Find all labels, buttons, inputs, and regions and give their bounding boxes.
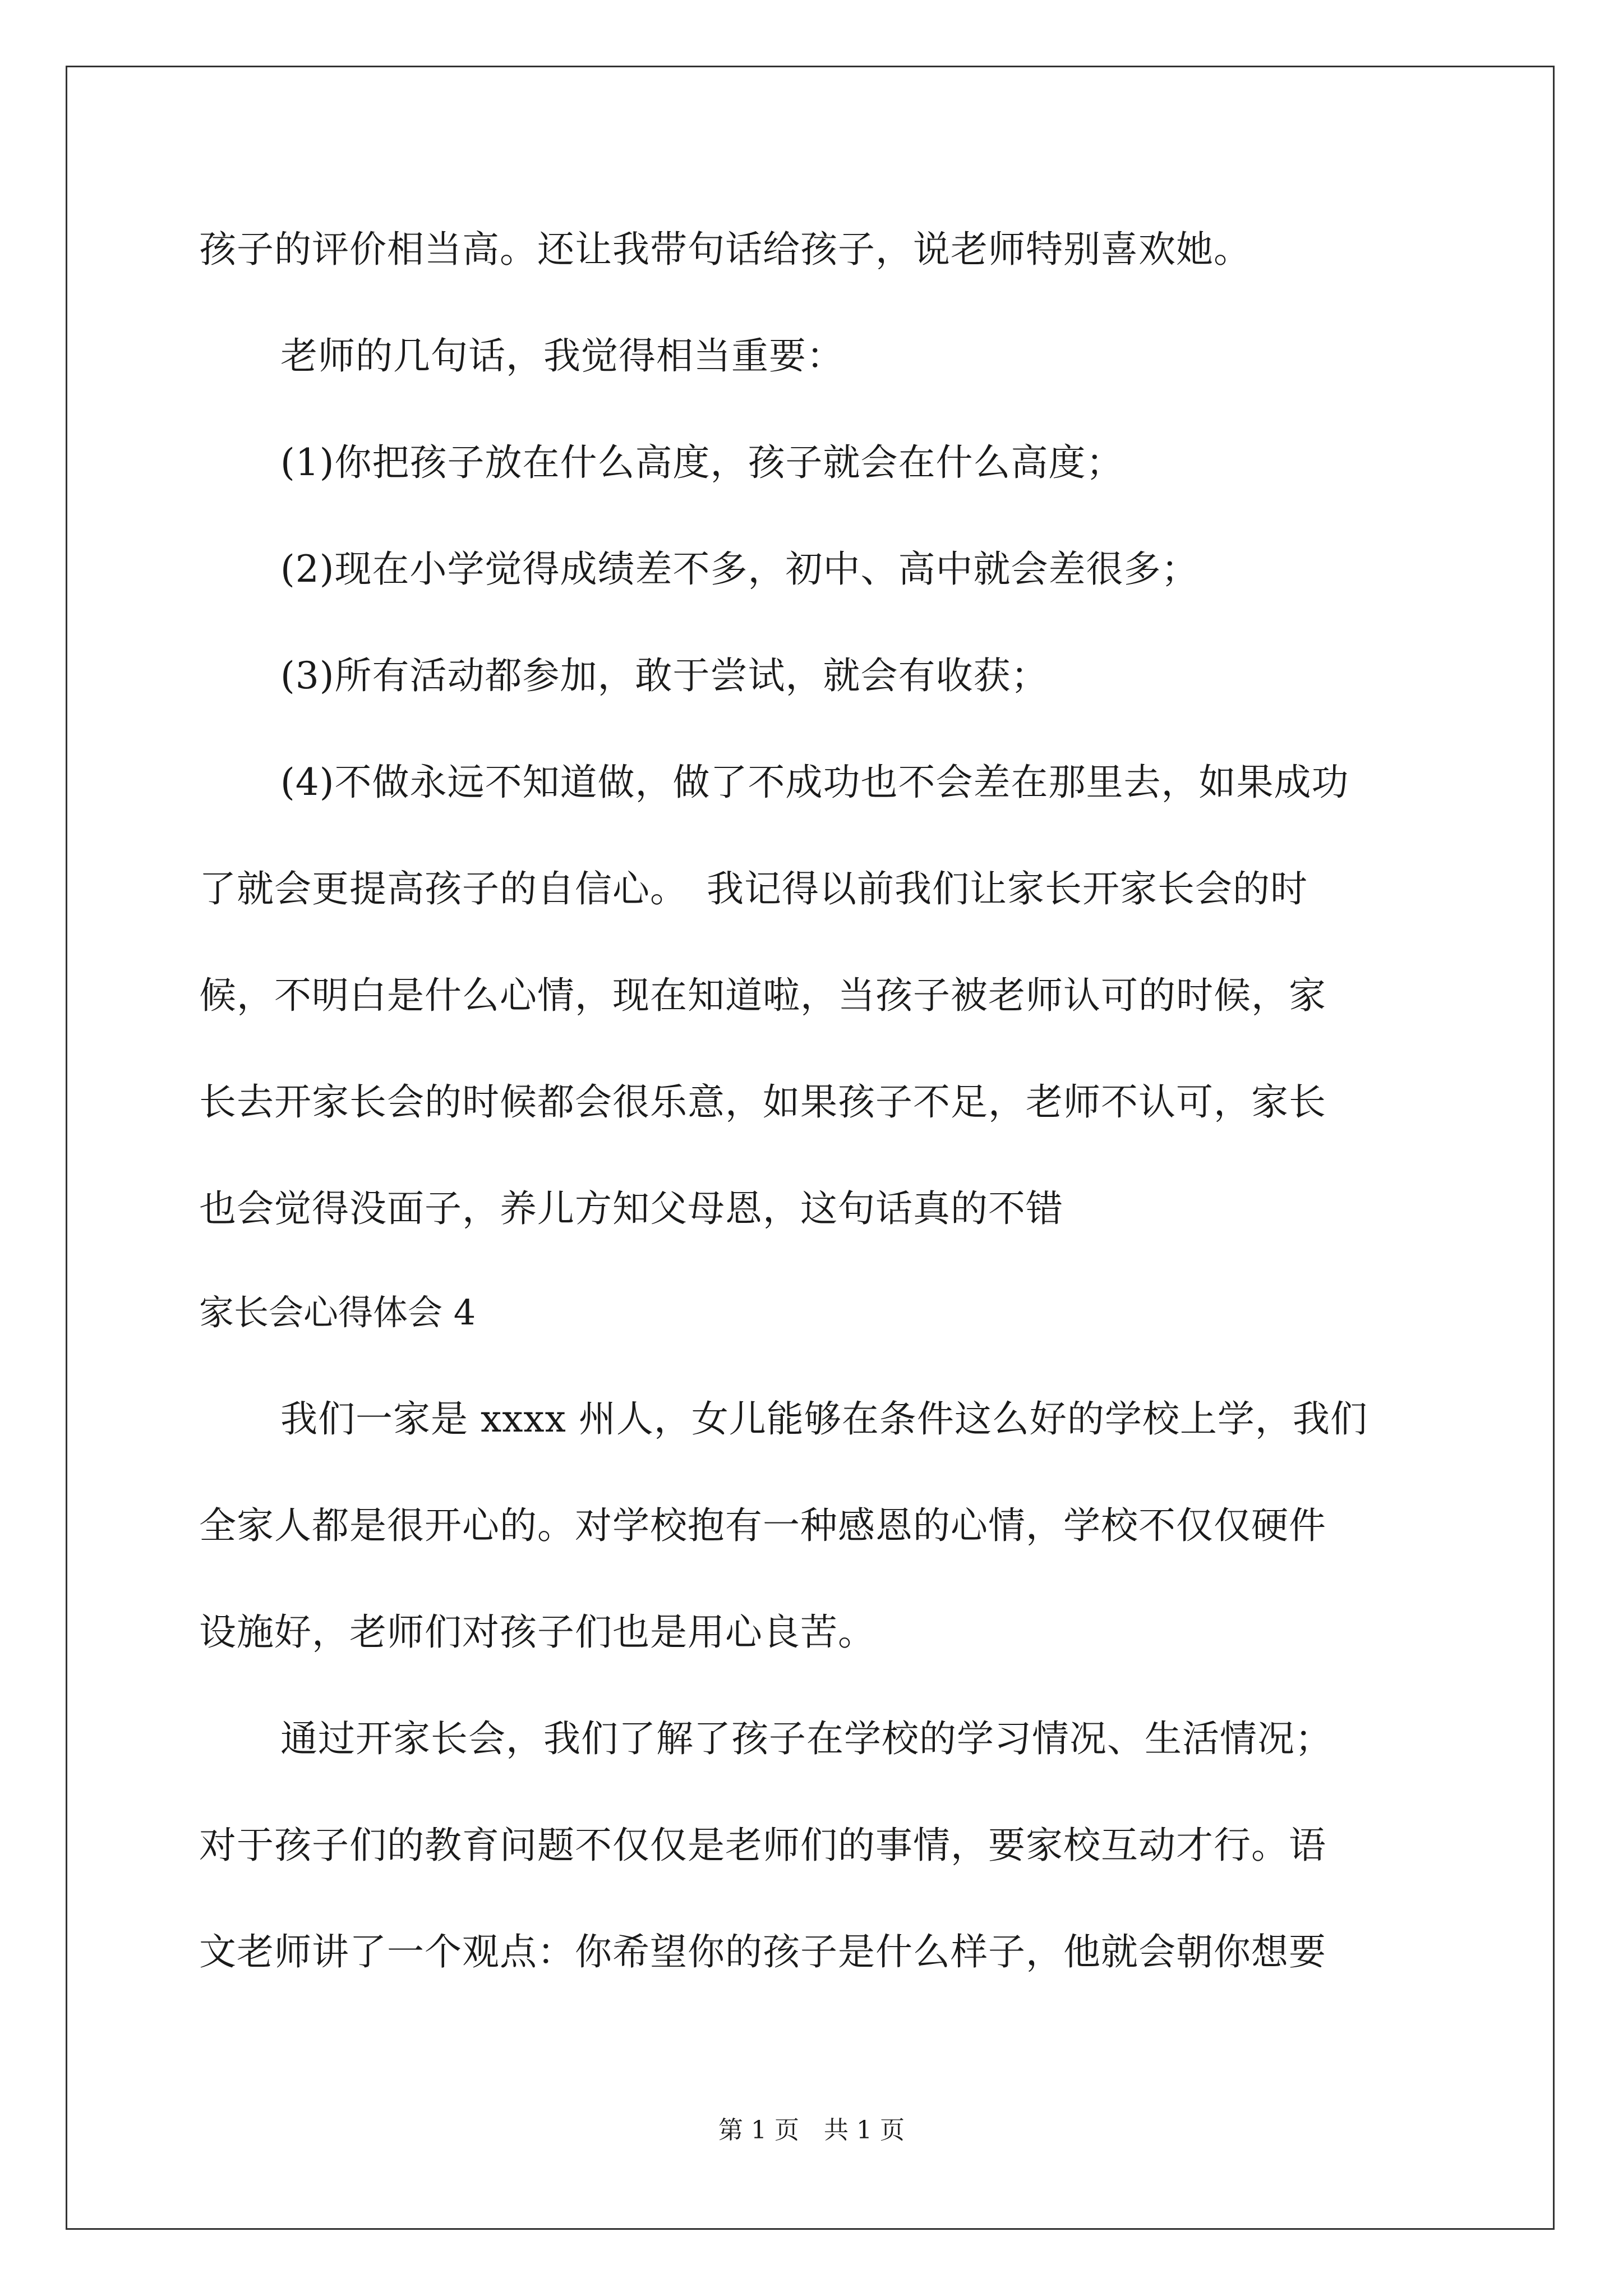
text-line: 老师的几句话，我觉得相当重要： (280, 334, 844, 378)
text-line: (2)现在小学觉得成绩差不多，初中、高中就会差很多； (280, 547, 1199, 591)
text-line: 设施好，老师们对孩子们也是用心良苦。 (199, 1611, 875, 1654)
text-line: 对于孩子们的教育问题不仅仅是老师们的事情，要家校互动才行。语 (199, 1824, 1326, 1867)
text-line: 长去开家长会的时候都会很乐意，如果孩子不足，老师不认可，家长 (199, 1080, 1326, 1124)
text-line: 我们一家是 xxxx 州人，女儿能够在条件这么好的学校上学，我们 (280, 1397, 1368, 1441)
text-line: 了就会更提高孩子的自信心。 我记得以前我们让家长开家长会的时 (199, 867, 1308, 910)
text-line: 候，不明白是什么心情，现在知道啦，当孩子被老师认可的时候，家 (199, 974, 1326, 1017)
text-line: 通过开家长会，我们了解了孩子在学校的学习情况、生活情况； (280, 1717, 1332, 1760)
text-line: 也会觉得没面子，养儿方知父母恩，这句话真的不错 (199, 1187, 1063, 1230)
text-line: 全家人都是很开心的。对学校抱有一种感恩的心情，学校不仅仅硬件 (199, 1504, 1326, 1547)
page-border (66, 66, 1555, 2230)
section-heading: 家长会心得体会 4 (199, 1292, 476, 1333)
text-line: (3)所有活动都参加，敢于尝试，就会有收获； (280, 654, 1049, 697)
page-footer: 第 1 页 共 1 页 (718, 2116, 905, 2145)
text-line: 孩子的评价相当高。还让我带句话给孩子，说老师特别喜欢她。 (199, 228, 1251, 271)
text-line: (4)不做永远不知道做，做了不成功也不会差在那里去，如果成功 (280, 761, 1349, 804)
text-line: 文老师讲了一个观点：你希望你的孩子是什么样子，他就会朝你想要 (199, 1930, 1326, 1973)
text-line: (1)你把孩子放在什么高度，孩子就会在什么高度； (280, 441, 1124, 484)
